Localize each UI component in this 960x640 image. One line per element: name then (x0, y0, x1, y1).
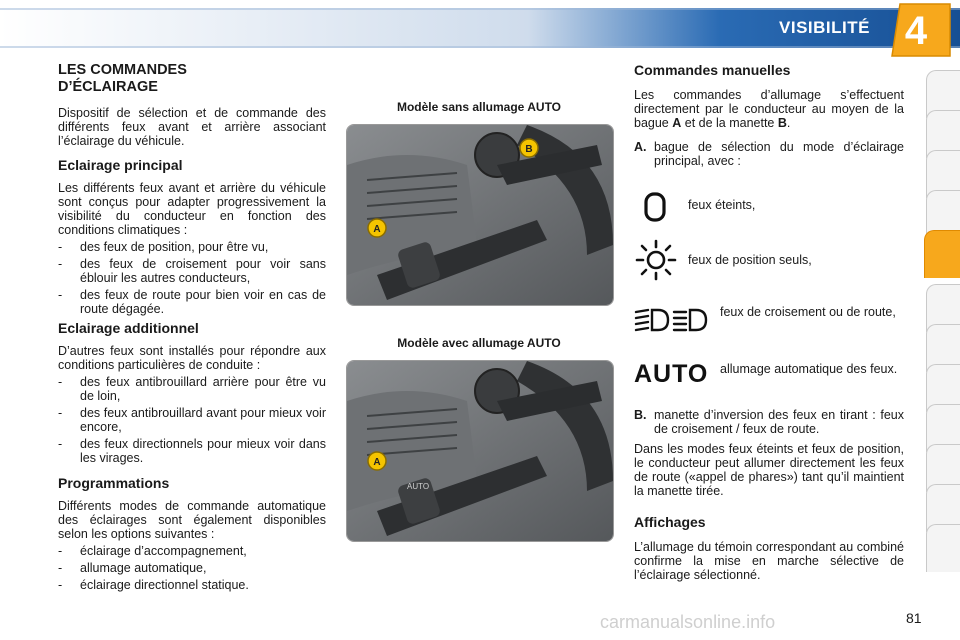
additionnel-item-1: - des feux antibrouillard arrière pour être vu de loin, (58, 375, 326, 403)
auto-ring-text: AUTO (407, 482, 430, 491)
manual-text-end: . (786, 116, 791, 130)
prog-item-3: - éclairage directionnel statique. (58, 578, 326, 592)
prog-item-1: - éclairage d’accompagnement, (58, 544, 326, 558)
additionnel-item-2: - des feux antibrouillard avant pour mieux voir encore, (58, 406, 326, 434)
item-b-text: manette d’inversion des feux en tirant : feux de croisement / feux de route. (654, 408, 904, 436)
legend-text-position: feux de position seuls, (688, 253, 812, 267)
principal-text: Les différents feux avant et arrière du véhicule sont conçus pour adapter progressivement la visibilité du conducteur en fonction des conditions climatiques : (58, 181, 326, 237)
chapter-tabs (926, 70, 960, 560)
right-column-lower (634, 408, 904, 582)
item-b-label: B. (634, 408, 647, 422)
item-a (634, 140, 904, 168)
heading-commandes-manuelles: Commandes manuelles (634, 62, 791, 78)
manual-text (634, 88, 904, 130)
caption-avec-auto: Modèle avec allumage AUTO (397, 336, 561, 350)
steering-stalk-illustration (347, 125, 613, 305)
item-b (634, 408, 904, 436)
photo-sans-auto (346, 124, 614, 306)
prog-text: Différents modes de commande automatique des éclairages sont également disponibles selon les options suivantes : (58, 499, 326, 541)
chapter-number: 4 (904, 9, 928, 53)
manual-text-pre: Les commandes d’allumage s’effectuent directement par le conducteur au moyen de la bague (634, 88, 904, 130)
manual-text-mid: et de la manette (681, 116, 778, 130)
legend-text-off: feux éteints, (688, 198, 756, 212)
dipped-main-beam-icon (634, 306, 712, 334)
position-lights-icon (634, 238, 678, 282)
heading-affichages: Affichages (634, 514, 706, 530)
label-b: B (525, 144, 533, 155)
prog-item-2: - allumage automatique, (58, 561, 326, 575)
section-title: VISIBILITÉ (779, 18, 870, 37)
principal-item-2: - des feux de croisement pour voir sans éblouir les autres conducteurs, (58, 257, 326, 285)
caption-sans-auto: Modèle sans allumage AUTO (396, 100, 562, 114)
photo-avec-auto (346, 360, 614, 542)
heading-programmations: Programmations (58, 475, 170, 491)
heading-eclairage-additionnel: Eclairage additionnel (58, 320, 199, 336)
steering-stalk-auto-illustration (347, 361, 613, 541)
additionnel-text: D’autres feux sont installés pour répondre aux conditions particulières de conduite : (58, 344, 326, 372)
legend-text-auto: allumage automatique des feux. (720, 362, 898, 376)
label-a-auto: A (373, 457, 381, 468)
item-a-text: bague de sélection du mode d’éclairage principal, avec : (654, 140, 904, 168)
additionnel-item-3: - des feux directionnels pour mieux voir dans les virages. (58, 437, 326, 465)
principal-item-3: - des feux de route pour bien voir en cas de route dégagée. (58, 288, 326, 316)
manual-ring-a: A (672, 116, 682, 130)
main-title-line1: LES COMMANDES (58, 62, 187, 78)
heading-eclairage-principal: Eclairage principal (58, 157, 183, 173)
off-mode-text: Dans les modes feux éteints et feux de position, le conducteur peut allumer directement les feux de route («appel de phares») tant qu’il maintient la manette tirée. (634, 442, 904, 498)
left-column (58, 62, 326, 592)
chapter-tab-12[interactable] (926, 524, 960, 572)
watermark: carmanualsonline.info (600, 612, 776, 632)
item-a-label: A. (634, 140, 647, 154)
affichages-text: L’allumage du témoin correspondant au combiné confirme la mise en marche sélective de l’éclairage sélectionné. (634, 540, 904, 582)
principal-item-1: - des feux de position, pour être vu, (58, 240, 326, 254)
right-column (634, 62, 904, 168)
auto-lighting-icon: AUTO (634, 360, 709, 388)
main-title-line2: D’ÉCLAIRAGE (58, 79, 158, 95)
legend-text-beam: feux de croisement ou de route, (720, 305, 896, 319)
label-a: A (373, 224, 381, 235)
page-number: 81 (906, 610, 922, 626)
intro-text: Dispositif de sélection et de commande des différents feux avant et arrière associant l’éclairage du véhicule. (58, 106, 326, 148)
lights-off-icon (640, 190, 672, 224)
manual-stalk-b: B (777, 116, 787, 130)
chapter-tab-active[interactable] (924, 230, 960, 278)
